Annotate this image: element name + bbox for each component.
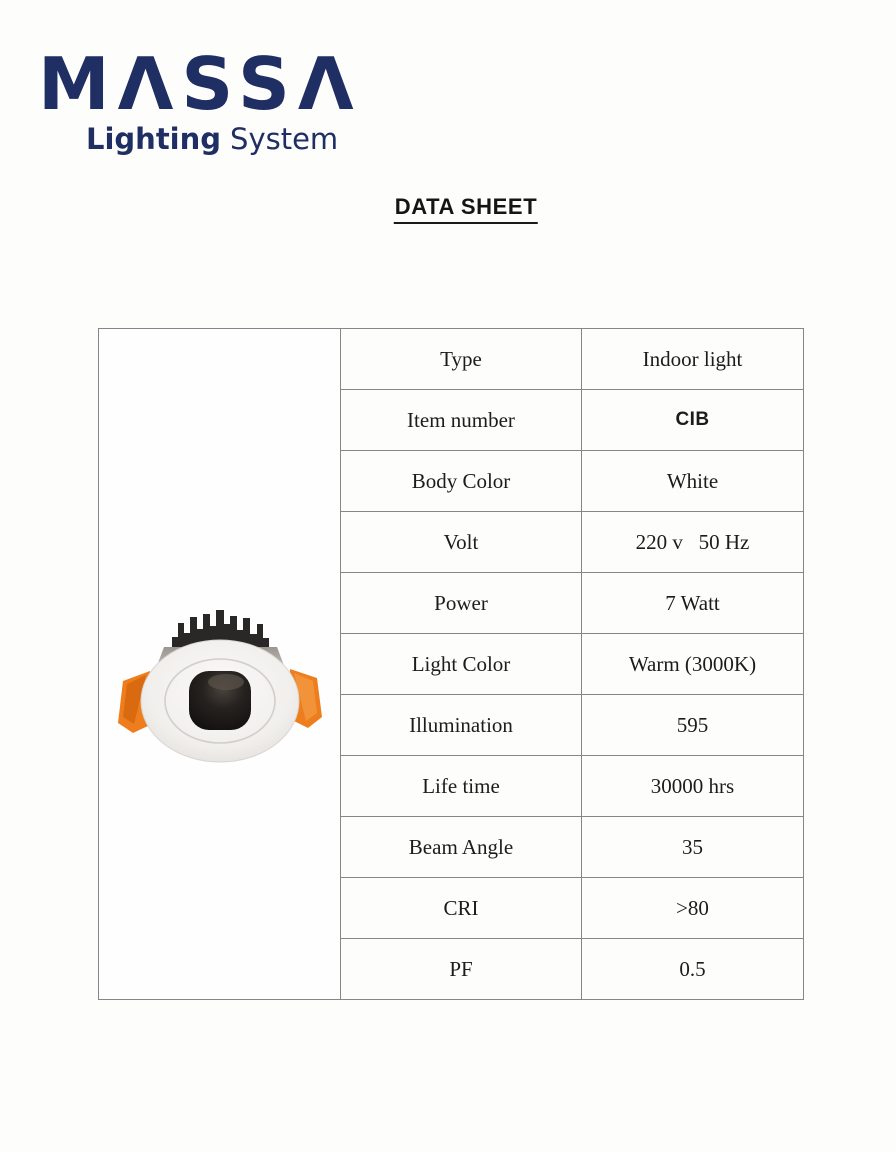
page-title: DATA SHEET [394, 194, 538, 224]
spec-label: Life time [341, 756, 582, 817]
spec-row-type [99, 329, 804, 390]
spec-label: Volt [341, 512, 582, 573]
spec-label: CRI [341, 878, 582, 939]
brand-subtitle-regular: System [230, 122, 339, 156]
spec-label: Beam Angle [341, 817, 582, 878]
spec-label: Type [341, 329, 582, 390]
spec-value: 0.5 [582, 939, 804, 1000]
spec-label: Body Color [341, 451, 582, 512]
spec-value: 30000 hrs [582, 756, 804, 817]
spec-table [98, 328, 804, 1000]
spec-value: 35 [582, 817, 804, 878]
spec-value: >80 [582, 878, 804, 939]
spec-label: Light Color [341, 634, 582, 695]
product-image-cell [99, 329, 341, 1000]
brand-wordmark: MΛSSΛ [38, 42, 362, 126]
brand-subtitle [86, 122, 362, 157]
spec-value: 220 v 50 Hz [582, 512, 804, 573]
spec-value: Indoor light [582, 329, 804, 390]
brand-subtitle-bold: Lighting [86, 122, 222, 156]
spec-value: 7 Watt [582, 573, 804, 634]
spec-value: White [582, 451, 804, 512]
spec-label: Power [341, 573, 582, 634]
spec-value: Warm (3000K) [582, 634, 804, 695]
lens-highlight [208, 674, 244, 690]
spec-value: 595 [582, 695, 804, 756]
product-image [110, 605, 330, 773]
spec-label: Illumination [341, 695, 582, 756]
spec-label: Item number [341, 390, 582, 451]
spec-label: PF [341, 939, 582, 1000]
brand-logo [38, 42, 362, 157]
spec-value: CIB [582, 390, 804, 451]
